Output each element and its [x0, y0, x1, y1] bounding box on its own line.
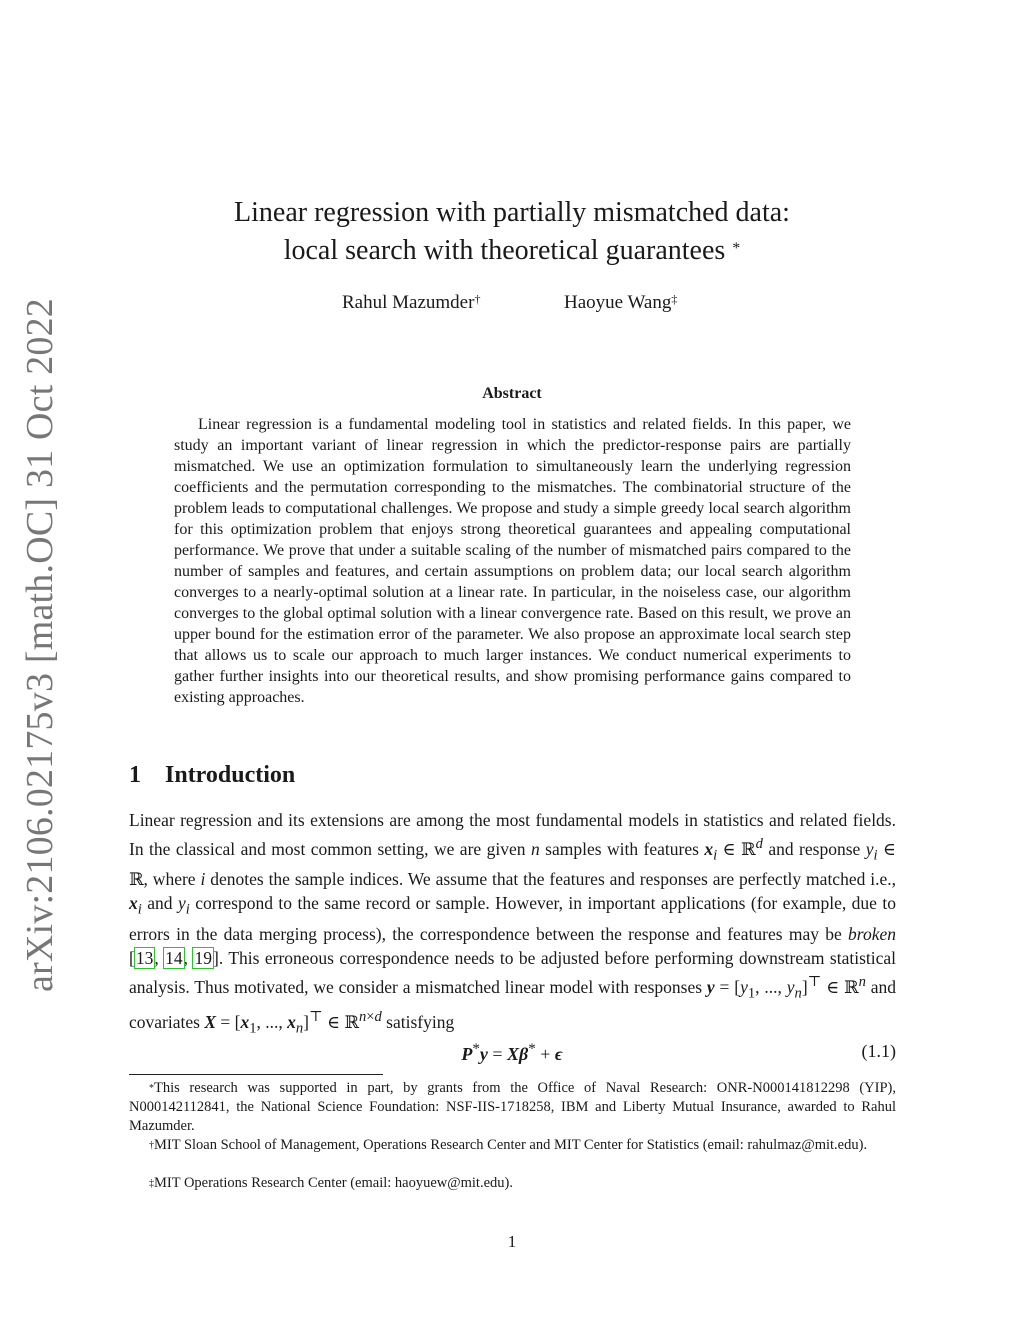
intro-paragraph: Linear regression and its extensions are among the most fundamental models in statistics and related fields. In the classical and most common setting, we are given n samples with features $x_i$ ∈ ℝ$^d$ and response $y_i$ ∈ ℝ, where i denotes the sample indices. We assume that the features and responses are perfectly matched i.e., $x_i$ and $y_i$ correspond to the same record or sample. However, in important applications (for example, due to errors in the data merging process), the correspondence between the response and features may be broken [13, 14, 19]. This erroneous correspondence needs to be adjusted before performing downstream statistical analysis. Thus motivated, we consider a mismatched linear model with responses $y = [y_1$, ..., $y_n]^⊤$ ∈ ℝ$^n$ and covariates $X = [x_1$, ..., $x_n]^⊤$ ∈ ℝ$^{n\times d}$ satisfying: [129, 810, 897, 1037]
footnote-1-text: This research was supported in part, by grants from the Office of Naval Research: ONR-N000141812298 (YIP), N000142112841, the National Science Foundation: NSF-IIS-1718258, IBM and Liberty Mutual Insurance, awarded to Rahul Mazumder.: [129, 1080, 896, 1134]
citation-link[interactable]: 19: [194, 947, 212, 968]
footnote-3-mark: ‡: [149, 1178, 154, 1189]
intro-text: Linear regression and its extensions are among the most fundamental models in statistics and related fields. In the classical and most common setting, we are given: [129, 810, 896, 859]
intro-text: satisfying: [381, 1011, 455, 1032]
intro-text: and covariates: [129, 976, 896, 1032]
equation-number: (1.1): [861, 1041, 896, 1061]
paper-title-line2-text: local search with theoretical guarantees: [283, 235, 726, 266]
author-2-mark: ‡: [671, 292, 678, 306]
intro-text: . This erroneous correspondence needs to be adjusted before performing downstream statistical analysis. Thus motivated, we consider a mismatched linear model with responses: [129, 947, 897, 997]
author-2-name: Haoyue Wang: [564, 292, 672, 313]
intro-emphasis: broken: [848, 923, 896, 944]
footnote-2-mark: †: [149, 1140, 154, 1151]
intro-text: correspond to the same record or sample. However, in important applications (for example, due to errors in the data merging process), the correspondence between the response and features may be: [129, 893, 896, 944]
intro-text: denotes the sample indices. We assume that the features and responses are perfectly matched i.e.,: [205, 869, 896, 890]
citation-link[interactable]: 13: [135, 947, 154, 968]
page-number: 1: [507, 1232, 517, 1251]
footnote-2: [129, 1136, 896, 1155]
section-number: 1: [129, 762, 141, 788]
equation: P*y = Xβ* + ϵ: [461, 1041, 563, 1064]
arxiv-stamp: arXiv:2106.02175v3 [math.OC] 31 Oct 2022: [19, 297, 61, 993]
title-footnote-mark: *: [732, 240, 741, 257]
author-1-name: Rahul Mazumder: [342, 292, 475, 313]
citation-bracket: [: [129, 947, 135, 968]
footnote-3: [129, 1174, 896, 1193]
intro-text: and response: [762, 838, 866, 859]
intro-text: , where: [143, 869, 201, 890]
intro-text: and: [141, 893, 178, 914]
footnote-1: [129, 1079, 896, 1136]
author-1-mark: †: [474, 292, 481, 306]
footnote-rule: [129, 1074, 383, 1075]
author-1: [342, 292, 480, 314]
footnote-3-text: MIT Operations Research Center (email: haoyuew@mit.edu).: [154, 1175, 513, 1191]
abstract-text: Linear regression is a fundamental modeling tool in statistics and related fields. In this paper, we study an important variant of linear regression in which the predictor-response pairs are partially mismatched. We use an optimization formulation to simultaneously learn the underlying regression coefficients and the permutation corresponding to the mismatches. The combinatorial structure of the problem leads to computational challenges. We propose and study a simple greedy local search algorithm for this optimization problem that enjoys strong theoretical guarantees and appealing computational performance. We prove that under a suitable scaling of the number of mismatched pairs compared to the number of samples and features, and certain assumptions on problem data; our local search algorithm converges to a nearly-optimal solution at a linear rate. In particular, in the noiseless case, our algorithm converges to the global optimal solution with a linear convergence rate. Based on this result, we prove an upper bound for the estimation error of the parameter. We also propose an approximate local search step that allows us to scale our approach to much larger instances. We conduct numerical experiments to gather further insights into our theoretical results, and show promising performance gains compared to existing approaches.: [174, 416, 851, 706]
paper-title-line2: [0, 232, 1024, 270]
author-2: [564, 292, 677, 314]
paper-title-line1: Linear regression with partially mismatched data:: [234, 197, 790, 228]
citation-link[interactable]: 14: [165, 947, 183, 968]
citation-bracket: ]: [212, 947, 219, 968]
citation-group: [13, 14, 19]: [129, 947, 219, 968]
intro-text: samples with features: [539, 838, 705, 859]
footnote-1-mark: *: [149, 1083, 154, 1094]
abstract-heading: Abstract: [482, 385, 542, 402]
footnote-2-text: MIT Sloan School of Management, Operations Research Center and MIT Center for Statistics (email: rahulmaz@mit.edu).: [154, 1137, 868, 1153]
section-heading: [129, 762, 295, 789]
section-title: Introduction: [165, 762, 296, 788]
